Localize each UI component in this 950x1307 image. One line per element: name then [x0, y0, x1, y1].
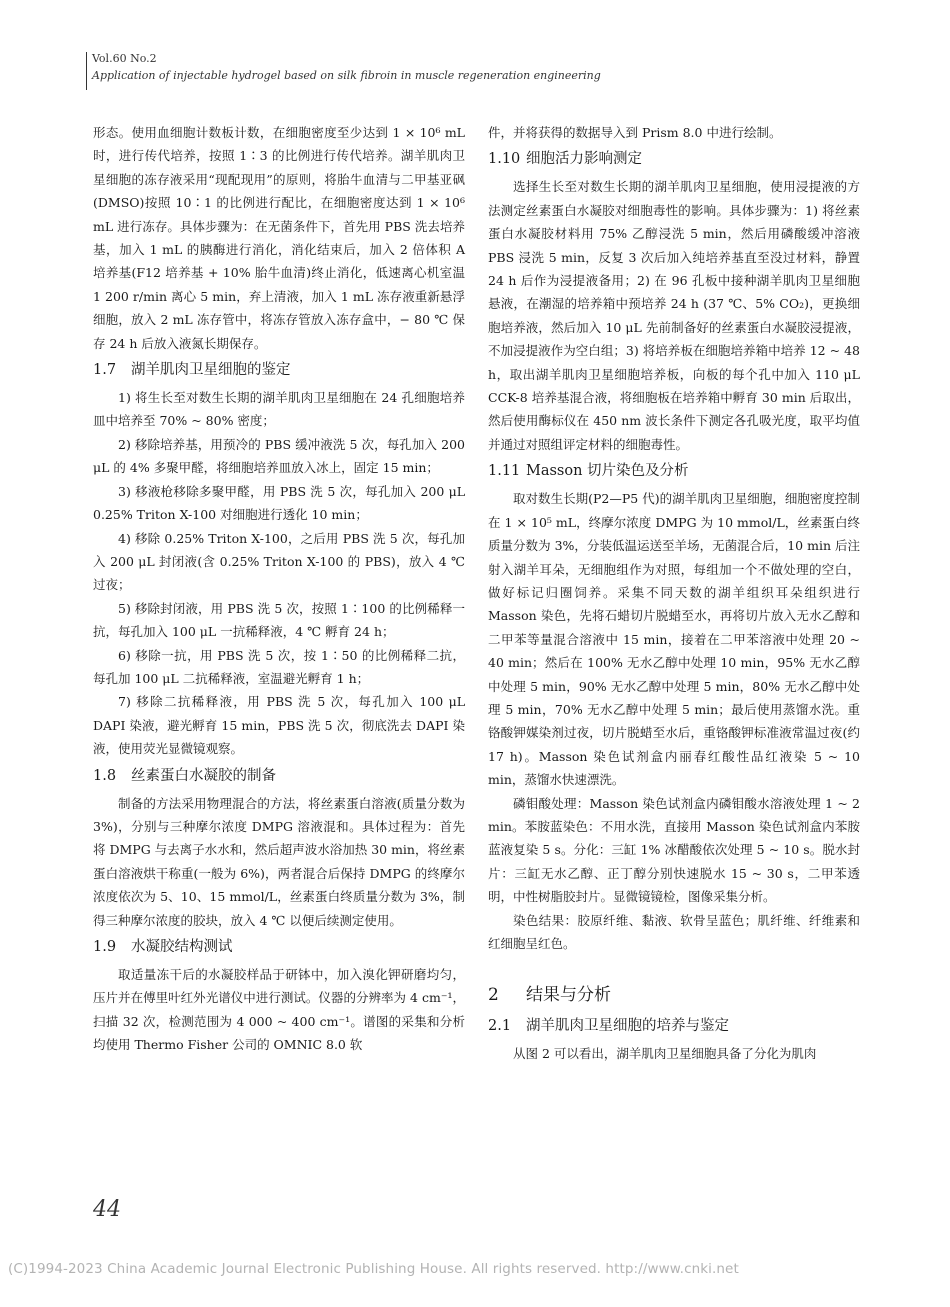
running-title: Application of injectable hydrogel based on silk fibroin in muscle regeneration engineering — [92, 69, 601, 82]
paragraph: 选择生长至对数生长期的湖羊肌肉卫星细胞，使用浸提液的方法测定丝素蛋白水凝胶对细胞毒性的影响。具体步骤为：1) 将丝素蛋白水凝胶材料用 75% 乙醇浸洗 5 min，然后用磷酸缓冲溶液 PBS 浸洗 5 min，反复 3 次后加入纯培养基直至没过材料，静置 24 h 后作为浸提液备用；2) 在 96 孔板中接种湖羊肌肉卫星细胞悬液，在潮湿的培养箱中预培养 24 h (37 ℃、5% CO₂)，更换细胞培养液，然后加入 10 μL 先前制备好的丝素蛋白水凝胶浸提液，不加浸提液作为空白组；3) 将培养板在细胞培养箱中培养 12 ~ 48 h，取出湖羊肌肉卫星细胞培养板，向板的每个孔中加入 110 μL CCK-8 培养基混合液，将细胞板在培养箱中孵育 30 min 后取出，然后使用酶标仪在 450 nm 波长条件下测定各孔吸光度，取平均值并通过对照组评定材料的细胞毒性。 — [488, 179, 860, 452]
section-heading: 1.10 细胞活力影响测定 — [488, 151, 642, 168]
paragraph: 取适量冻干后的水凝胶样品于研钵中，加入溴化钾研磨均匀，压片并在傅里叶红外光谱仪中进行测试。仪器的分辨率为 4 cm⁻¹，扫描 32 次，检测范围为 4 000 ~ 400 cm⁻¹。谱图的采集和分析均使用 Thermo Fisher 公司的 OMNIC 8.0 软 — [93, 967, 465, 1053]
paragraph: 染色结果：胶原纤维、黏液、软骨呈蓝色；肌纤维、纤维素和红细胞呈红色。 — [488, 912, 860, 951]
paragraph: 取对数生长期(P2—P5 代)的湖羊肌肉卫星细胞，细胞密度控制在 1 × 10⁵ mL，终摩尔浓度 DMPG 为 10 mmol/L，丝素蛋白终质量分数为 3%，分装低温运送至羊场，无菌混合后，10 min 后注射入湖羊耳朵，无细胞组作为对照，每组加一个不做处理的空白，做好标记归圈饲养。采集不同天数的湖羊组织耳朵组织进行 Masson 染色，先将石蜡切片脱蜡至水，再将切片放入无水乙醇和二甲苯等量混合溶液中 15 min，接着在二甲苯溶液中处理 20 ~ 40 min；然后在 100% 无水乙醇中处理 10 min，95% 无水乙醇中处理 5 min，90% 无水乙醇中处理 5 min，80% 无水乙醇中处理 5 min，70% 无水乙醇中处理 5 min；最后使用蒸馏水洗。重铬酸钾媒染剂过夜，切片脱蜡至水后，重铬酸钾标准液常温过夜(约 17 h)。Masson 染色试剂盒内丽春红酸性品红液染 5 ~ 10 min，蒸馏水快速漂洗。 — [488, 491, 860, 788]
copyright-footer: (C)1994-2023 China Academic Journal Electronic Publishing House. All rights reserved. http://www.cnki.net — [8, 1261, 739, 1277]
step-item: 7) 移除二抗稀释液，用 PBS 洗 5 次，每孔加入 100 μL DAPI 染液，避光孵育 15 min，PBS 洗 5 次，彻底洗去 DAPI 染液，使用荧光显微镜观察。 — [93, 694, 465, 757]
section-heading: 1.11 Masson 切片染色及分析 — [488, 463, 689, 480]
paragraph: 磷钼酸处理：Masson 染色试剂盒内磷钼酸水溶液处理 1 ~ 2 min。苯胺蓝染色：不用水洗，直接用 Masson 染色试剂盒内苯胺蓝液复染 5 s。分化：三缸 1% 冰醋酸依次处理 5 ~ 10 s。脱水封片：三缸无水乙醇、正丁醇分别快速脱水 15 ~ 30 s，二甲苯透明，中性树脂胶封片。显微镜镜检，图像采集分析。 — [488, 795, 860, 905]
section-heading: 1.8 丝素蛋白水凝胶的制备 — [93, 767, 276, 784]
section-heading: 1.7 湖羊肌肉卫星细胞的鉴定 — [93, 362, 291, 379]
step-item: 6) 移除一抗，用 PBS 洗 5 次，按 1∶50 的比例稀释二抗，每孔加 100 μL 二抗稀释液，室温避光孵育 1 h； — [93, 647, 465, 686]
paragraph: 件，并将获得的数据导入到 Prism 8.0 中进行绘制。 — [488, 125, 782, 140]
step-item: 2) 移除培养基，用预冷的 PBS 缓冲液洗 5 次，每孔加入 200 μL 的 4% 多聚甲醛，将细胞培养皿放入冰上，固定 15 min； — [93, 436, 465, 476]
paragraph: 从图 2 可以看出，湖羊肌肉卫星细胞具备了分化为肌肉 — [513, 1046, 817, 1062]
step-item: 4) 移除 0.25% Triton X-100，之后用 PBS 洗 5 次，每孔加入 200 μL 封闭液(含 0.25% Triton X-100 的 PBS)，放入 4 ℃ 过夜； — [93, 530, 465, 593]
paragraph: 形态。使用血细胞计数板计数，在细胞密度至少达到 1 × 10⁶ mL 时，进行传代培养，按照 1∶3 的比例进行传代培养。湖羊肌肉卫星细胞的冻存液采用“现配现用”的原则，将胎牛血清与二甲基亚砜(DMSO)按照 10∶1 的比例进行配比，在细胞密度达到 1 × 10⁶ mL 进行冻存。具体步骤为：在无菌条件下，首先用 PBS 洗去培养基，加入 1 mL 的胰酶进行消化，消化结束后，加入 2 倍体积 A 培养基(F12 培养基 + 10% 胎牛血清)终止消化，低速离心机室温 1 200 r/min 离心 5 min，弃上清液，加入 1 mL 冻存液重新悬浮细胞，放入 2 mL 冻存管中，将冻存管放入冻存盒中，− 80 ℃ 保存 24 h 后放入液氮长期保存。 — [93, 125, 465, 351]
running-header — [92, 50, 601, 84]
chapter-heading: 2 结果与分析 — [488, 985, 611, 1006]
header-rule — [86, 52, 87, 90]
volume-label: Vol.60 No.2 — [92, 52, 157, 65]
paragraph: 制备的方法采用物理混合的方法，将丝素蛋白溶液(质量分数为 3%)，分别与三种摩尔浓度 DMPG 溶液混和。具体过程为：首先将 DMPG 与去离子水水和，然后超声波水浴加热 30 min，将丝素蛋白溶液烘干称重(一般为 6%)，两者混合后保持 DMPG 的终摩尔浓度依次为 5、10、15 mmol/L，丝素蛋白终质量分数为 3%，制得三种摩尔浓度的胶块，放入 4 ℃ 以便后续测定使用。 — [93, 795, 465, 928]
step-item: 5) 移除封闭液，用 PBS 洗 5 次，按照 1∶100 的比例稀释一抗，每孔加入 100 μL 一抗稀释液，4 ℃ 孵育 24 h； — [93, 600, 465, 640]
section-heading: 1.9 水凝胶结构测试 — [93, 939, 233, 955]
right-column — [488, 121, 860, 1066]
page-number: 44 — [93, 1197, 121, 1222]
step-item: 1) 将生长至对数生长期的湖羊肌肉卫星细胞在 24 孔细胞培养皿中培养至 70% ~ 80% 密度； — [93, 390, 465, 429]
section-heading: 2.1 湖羊肌肉卫星细胞的培养与鉴定 — [488, 1018, 729, 1035]
step-item: 3) 移液枪移除多聚甲醛，用 PBS 洗 5 次，每孔加入 200 μL 0.25% Triton X-100 对细胞进行透化 10 min； — [93, 483, 465, 523]
left-column — [93, 121, 465, 1057]
